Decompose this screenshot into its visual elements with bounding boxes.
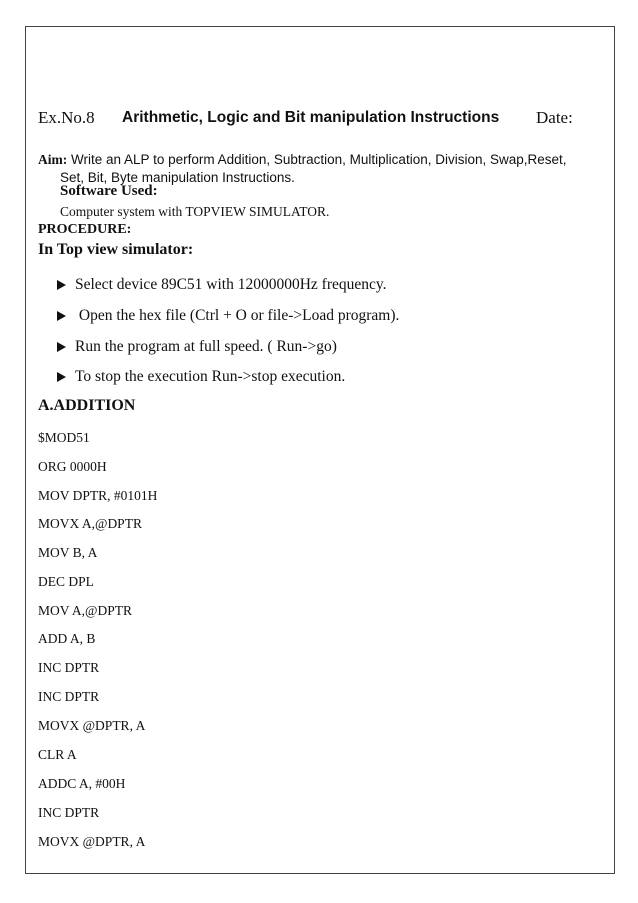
procedure-step [57,368,345,386]
arrow-bullet-icon [57,311,66,321]
software-text: Computer system with TOPVIEW SIMULATOR. [60,204,330,219]
code-line: CLR A [38,747,77,762]
arrow-bullet-icon [57,342,66,352]
code-line: ADDC A, #00H [38,776,126,791]
procedure-step [57,276,387,294]
code-line: MOVX @DPTR, A [38,834,146,849]
code-line: ORG 0000H [38,459,107,474]
arrow-bullet-icon [57,372,66,382]
code-line: MOVX @DPTR, A [38,718,146,733]
date-label: Date: [536,108,573,127]
addition-heading: A.ADDITION [38,397,136,414]
arrow-bullet-icon [57,280,66,290]
aim-line-2: Set, Bit, Byte manipulation Instructions. [60,170,295,185]
procedure-step [57,338,337,356]
step-text: Open the hex file (Ctrl + O or file->Load program). [75,307,400,324]
code-line: MOV B, A [38,545,98,560]
code-line: INC DPTR [38,689,100,704]
procedure-step [57,307,399,325]
aim-label: Aim: [38,152,68,167]
step-text: Run the program at full speed. ( Run->go) [75,338,337,355]
code-line: MOV A,@DPTR [38,603,132,618]
exercise-title: Arithmetic, Logic and Bit manipulation Instructions [122,109,500,126]
aim-text-1: Write an ALP to perform Addition, Subtraction, Multiplication, Division, Swap,Reset, [71,152,567,167]
software-label: Software Used: [60,183,158,199]
exercise-number: Ex.No.8 [38,108,95,127]
code-line: DEC DPL [38,574,94,589]
code-line: $MOD51 [38,430,90,445]
code-line: MOVX A,@DPTR [38,516,142,531]
code-line: INC DPTR [38,660,100,675]
aim-line-1 [38,152,567,168]
code-line: ADD A, B [38,631,96,646]
step-text: To stop the execution Run->stop execution. [75,368,346,385]
code-line: MOV DPTR, #0101H [38,488,158,503]
code-line: INC DPTR [38,805,100,820]
procedure-subtitle: In Top view simulator: [38,241,194,258]
step-text: Select device 89C51 with 12000000Hz frequency. [75,276,387,293]
procedure-label: PROCEDURE: [38,222,132,237]
